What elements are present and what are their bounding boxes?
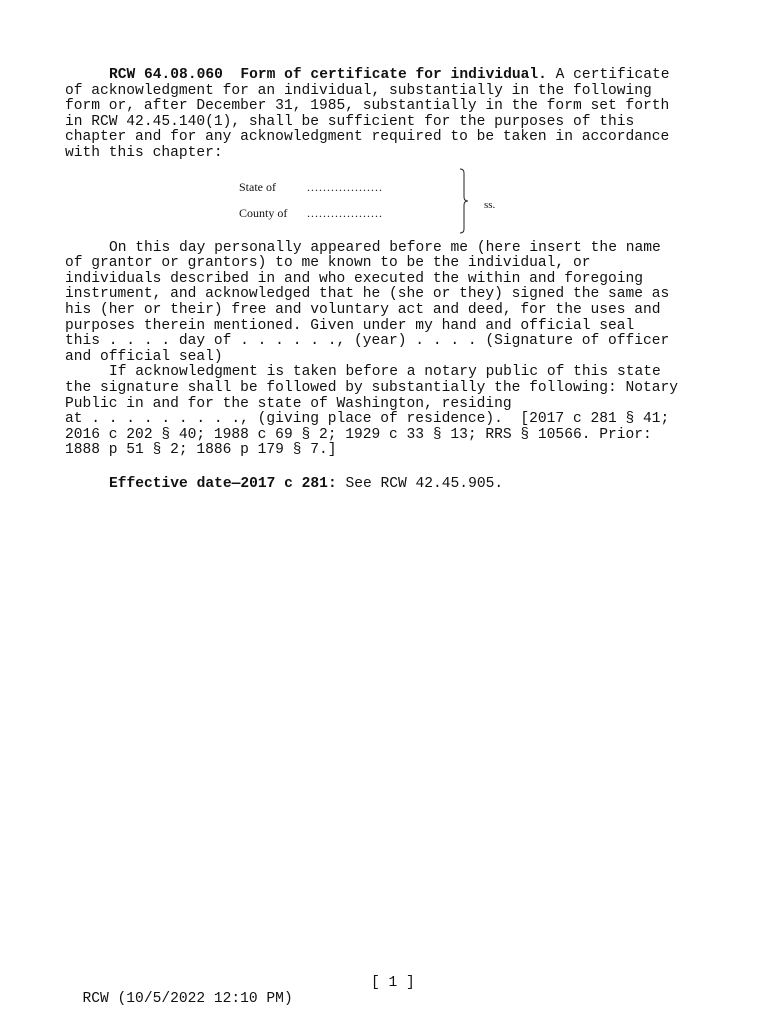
curly-brace-icon <box>458 168 470 234</box>
body-line: purposes therein mentioned. Given under my hand and official seal <box>65 317 635 334</box>
intro-line: with this chapter: <box>65 144 223 161</box>
county-label: County of <box>239 205 288 220</box>
intro-line: in RCW 42.45.140(1), shall be sufficient for the purposes of this <box>65 113 635 130</box>
document-page <box>65 68 715 492</box>
notary-line: 1888 p 51 § 2; 1886 p 179 § 7.] <box>65 442 337 459</box>
footer-timestamp: RCW (10/5/2022 12:10 PM) <box>82 990 293 1007</box>
ss-label: ss. <box>484 198 496 211</box>
effective-date-text: See RCW 42.45.905. <box>336 475 504 492</box>
intro-line: of acknowledgment for an individual, substantially in the following <box>65 82 652 99</box>
notary-line: Public in and for the state of Washington, residing <box>65 395 512 412</box>
state-blank: ................... <box>307 179 383 194</box>
body-line: his (her or their) free and voluntary act and deed, for the uses and <box>65 301 661 318</box>
intro-line: chapter and for any acknowledgment required to be taken in accordance <box>65 129 670 146</box>
intro-line: form or, after December 31, 1985, substantially in the form set forth <box>65 98 670 115</box>
county-blank: ................... <box>307 205 383 220</box>
notary-line: the signature shall be followed by substantially the following: Notary <box>65 379 679 396</box>
notary-line: If acknowledgment is taken before a notary public of this state <box>109 364 661 381</box>
section-number: RCW 64.08.060 <box>109 67 223 83</box>
section-caption: Form of certificate for individual. <box>240 67 547 83</box>
venue-form <box>65 168 715 238</box>
body-line: this . . . . day of . . . . . ., (year) . . . . (Signature of officer <box>65 333 670 350</box>
body-line: and official seal) <box>65 348 223 365</box>
body-line: of grantor or grantors) to me known to be the individual, or <box>65 255 591 272</box>
certificate-body <box>65 241 715 366</box>
notary-line: at . . . . . . . . ., (giving place of residence). [2017 c 281 § 41; <box>65 411 670 428</box>
notary-paragraph <box>65 365 715 459</box>
state-label: State of <box>239 179 276 194</box>
effective-date-note <box>65 477 715 493</box>
intro-line: A certificate <box>546 67 670 83</box>
effective-date-label: Effective date—2017 c 281: <box>109 475 337 492</box>
section-heading-paragraph <box>65 68 715 162</box>
page-number: [ 1 ] <box>371 975 415 991</box>
page-footer <box>65 975 415 1023</box>
notary-line: 2016 c 202 § 40; 1988 c 69 § 2; 1929 c 33 § 13; RRS § 10566. Prior: <box>65 426 652 443</box>
body-line: instrument, and acknowledged that he (she or they) signed the same as <box>65 286 670 303</box>
body-line: individuals described in and who executed the within and foregoing <box>65 270 644 287</box>
body-line: On this day personally appeared before me (here insert the name <box>109 239 661 256</box>
